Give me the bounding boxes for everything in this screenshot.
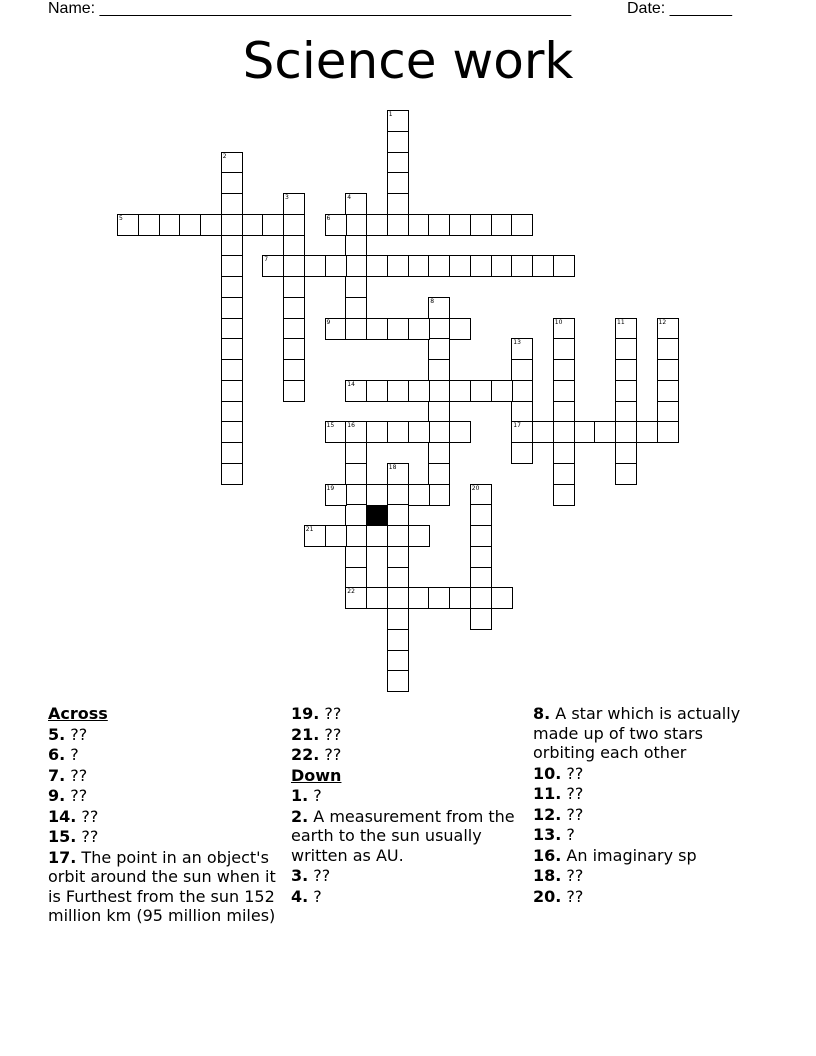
grid-cell[interactable] <box>387 525 409 547</box>
down-clue <box>533 805 768 825</box>
down-clue <box>533 887 768 907</box>
clue-text: ?? <box>561 784 584 803</box>
grid-cell[interactable] <box>428 442 450 464</box>
grid-cell[interactable] <box>117 214 139 236</box>
clues-column-2 <box>291 704 526 907</box>
clue-number: 5. <box>48 724 66 744</box>
cell-number: 8 <box>430 297 435 305</box>
grid-cell[interactable] <box>345 297 367 319</box>
grid-cell[interactable] <box>345 380 367 402</box>
cell-number: 22 <box>347 588 355 596</box>
grid-cell[interactable] <box>553 484 575 506</box>
cell-number: 19 <box>326 484 335 492</box>
grid-cell[interactable] <box>470 255 492 277</box>
clue-text: ?? <box>561 804 584 824</box>
cell-number: 21 <box>305 526 314 533</box>
grid-cell[interactable] <box>387 567 409 589</box>
clue-text: A star which is actually made up of two stars orbiting each other <box>533 704 741 762</box>
clue-text: An imaginary sp <box>561 845 697 865</box>
grid-cell[interactable] <box>283 255 305 277</box>
grid-cell[interactable] <box>511 421 533 443</box>
clue-number: 16. <box>533 845 562 865</box>
cell-number: 14 <box>347 380 355 388</box>
grid-cell[interactable] <box>636 421 658 443</box>
cell-number: 18 <box>388 463 397 471</box>
grid-cell[interactable] <box>449 255 471 277</box>
clue-text: The point in an object's orbit around the sun when it is Furthest from the sun 152 million km (95 million miles) <box>48 847 276 925</box>
grid-cell[interactable] <box>449 214 471 236</box>
across-clue <box>291 704 526 724</box>
cell-number: 7 <box>264 256 269 264</box>
grid-cell[interactable] <box>657 359 679 381</box>
grid-cell[interactable] <box>657 318 679 340</box>
grid-cell[interactable] <box>615 442 637 464</box>
grid-cell[interactable] <box>221 463 243 485</box>
grid-cell[interactable] <box>345 484 367 506</box>
cell-number: 11 <box>617 318 625 326</box>
down-heading: Down <box>291 765 342 785</box>
grid-cell[interactable] <box>387 650 409 672</box>
grid-cell[interactable] <box>345 504 367 526</box>
clue-text: ?? <box>65 765 88 785</box>
grid-cell[interactable] <box>470 525 492 547</box>
grid-cell[interactable] <box>387 131 409 153</box>
grid-cell[interactable] <box>408 484 430 506</box>
clue-number: 22. <box>291 745 320 764</box>
grid-cell[interactable] <box>221 380 243 402</box>
cell-number: 6 <box>326 214 331 222</box>
grid-cell[interactable] <box>511 338 533 360</box>
grid-cell[interactable] <box>387 546 409 568</box>
grid-cell[interactable] <box>615 463 637 485</box>
clue-number: 13. <box>533 825 562 844</box>
grid-cell[interactable] <box>387 421 409 443</box>
clue-text: ?? <box>76 827 99 846</box>
grid-cell[interactable] <box>283 193 305 215</box>
grid-cell[interactable] <box>221 276 243 298</box>
grid-cell[interactable] <box>470 380 492 402</box>
across-clue <box>291 745 526 765</box>
cell-number: 4 <box>347 194 352 201</box>
cell-number: 15 <box>326 422 335 430</box>
grid-cell[interactable] <box>345 421 367 443</box>
grid-cell[interactable] <box>262 255 284 277</box>
grid-cell[interactable] <box>553 401 575 423</box>
grid-cell[interactable] <box>387 380 409 402</box>
grid-cell[interactable] <box>470 504 492 526</box>
grid-cell[interactable] <box>325 421 347 443</box>
clue-text: ?? <box>308 866 331 885</box>
grid-cell[interactable] <box>615 318 637 340</box>
cell-number: 17 <box>513 422 521 430</box>
grid-cell[interactable] <box>345 442 367 464</box>
grid-cell[interactable] <box>428 318 450 340</box>
across-clue <box>48 848 283 926</box>
grid-cell[interactable] <box>428 380 450 402</box>
grid-cell[interactable] <box>553 359 575 381</box>
down-clue-list-cont <box>533 704 768 906</box>
grid-cell[interactable] <box>387 484 409 506</box>
grid-cell[interactable] <box>387 463 409 485</box>
grid-cell[interactable] <box>491 587 513 609</box>
grid-cell[interactable] <box>325 484 347 506</box>
across-clue-list-cont <box>291 704 526 765</box>
across-clue <box>48 725 283 745</box>
grid-cell[interactable] <box>615 359 637 381</box>
grid-cell[interactable] <box>449 318 471 340</box>
across-clue <box>48 786 283 806</box>
grid-cell[interactable] <box>159 214 181 236</box>
clue-number: 14. <box>48 806 77 826</box>
clue-number: 1. <box>291 786 309 805</box>
grid-cell[interactable] <box>283 297 305 319</box>
grid-cell[interactable] <box>532 421 554 443</box>
down-clue <box>291 786 526 806</box>
grid-cell[interactable] <box>387 318 409 340</box>
grid-cell[interactable] <box>553 463 575 485</box>
cell-number: 1 <box>388 111 393 118</box>
clue-number: 9. <box>48 786 66 805</box>
grid-cell[interactable] <box>408 255 430 277</box>
grid-cell[interactable] <box>221 421 243 443</box>
grid-cell[interactable] <box>553 338 575 360</box>
grid-cell[interactable] <box>511 401 533 423</box>
grid-cell[interactable] <box>387 670 409 692</box>
clue-number: 10. <box>533 763 562 783</box>
grid-cell[interactable] <box>345 546 367 568</box>
date-field-label: Date: _______ <box>627 0 732 17</box>
cell-number: 16 <box>347 422 355 430</box>
grid-cell[interactable] <box>511 442 533 464</box>
grid-cell[interactable] <box>408 318 430 340</box>
grid-cell[interactable] <box>428 484 450 506</box>
grid-cell[interactable] <box>304 525 326 547</box>
clue-text: ?? <box>561 886 584 906</box>
down-clue <box>533 825 768 845</box>
grid-cell[interactable] <box>366 525 388 547</box>
down-clue <box>533 846 768 866</box>
grid-cell[interactable] <box>345 255 367 277</box>
clue-text: ?? <box>65 724 88 744</box>
page-title: Science work <box>242 32 574 90</box>
grid-cell[interactable] <box>221 152 243 174</box>
grid-cell[interactable] <box>366 255 388 277</box>
grid-cell[interactable] <box>615 401 637 423</box>
across-clue <box>48 807 283 827</box>
clue-number: 6. <box>48 745 66 764</box>
grid-cell[interactable] <box>574 421 596 443</box>
down-clue <box>291 807 526 866</box>
grid-cell[interactable] <box>345 193 367 215</box>
across-clue <box>48 745 283 765</box>
cell-number: 9 <box>326 318 331 326</box>
grid-cell[interactable] <box>221 401 243 423</box>
grid-cell[interactable] <box>491 255 513 277</box>
grid-cell[interactable] <box>511 380 533 402</box>
grid-cell[interactable] <box>221 255 243 277</box>
grid-cell[interactable] <box>325 525 347 547</box>
grid-cell[interactable] <box>387 110 409 132</box>
across-clue <box>291 725 526 745</box>
grid-cell[interactable] <box>283 276 305 298</box>
grid-cell[interactable] <box>428 421 450 443</box>
down-clue <box>291 887 526 907</box>
down-clue <box>533 704 768 763</box>
grid-cell[interactable] <box>553 442 575 464</box>
grid-cell[interactable] <box>470 546 492 568</box>
grid-cell[interactable] <box>387 255 409 277</box>
clue-text: ?? <box>319 704 342 723</box>
clue-number: 19. <box>291 704 320 723</box>
grid-cell[interactable] <box>366 380 388 402</box>
clue-text: A measurement from the earth to the sun usually written as AU. <box>291 806 515 865</box>
grid-cell[interactable] <box>345 525 367 547</box>
down-clue <box>533 764 768 784</box>
cell-number: 2 <box>222 152 227 160</box>
grid-cell[interactable] <box>470 587 492 609</box>
grid-cell[interactable] <box>428 214 450 236</box>
grid-cell[interactable] <box>657 421 679 443</box>
clue-text: ?? <box>561 866 584 885</box>
grid-cell[interactable] <box>325 255 347 277</box>
grid-cell[interactable] <box>387 193 409 215</box>
grid-cell[interactable] <box>470 567 492 589</box>
grid-cell[interactable] <box>491 214 513 236</box>
grid-cell[interactable] <box>325 214 347 236</box>
grid-cell[interactable] <box>615 338 637 360</box>
clue-text: ? <box>308 786 322 805</box>
grid-cell[interactable] <box>345 214 367 236</box>
cell-number: 5 <box>119 214 123 222</box>
grid-cell[interactable] <box>221 318 243 340</box>
grid-cell[interactable] <box>428 463 450 485</box>
cell-number: 12 <box>658 318 667 326</box>
grid-cell[interactable] <box>511 214 533 236</box>
clue-number: 21. <box>291 724 320 744</box>
grid-cell[interactable] <box>387 587 409 609</box>
grid-cell[interactable] <box>366 214 388 236</box>
clue-number: 4. <box>291 886 309 906</box>
grid-cell[interactable] <box>283 359 305 381</box>
grid-cell[interactable] <box>449 587 471 609</box>
clue-text: ?? <box>561 763 584 783</box>
grid-cell[interactable] <box>470 484 492 506</box>
grid-cell[interactable] <box>221 338 243 360</box>
grid-cell[interactable] <box>345 235 367 257</box>
grid-cell[interactable] <box>428 587 450 609</box>
across-heading: Across <box>48 704 108 723</box>
grid-cell[interactable] <box>553 255 575 277</box>
grid-cell[interactable] <box>221 235 243 257</box>
name-field-label: Name: _____________________________________________________ <box>48 0 572 17</box>
clue-number: 2. <box>291 806 309 826</box>
grid-cell[interactable] <box>428 359 450 381</box>
grid-cell[interactable] <box>221 214 243 236</box>
grid-cell[interactable] <box>594 421 616 443</box>
grid-cell[interactable] <box>408 214 430 236</box>
clues-column-1 <box>48 704 283 927</box>
grid-cell[interactable] <box>345 567 367 589</box>
grid-cell[interactable] <box>615 421 637 443</box>
grid-cell[interactable] <box>283 214 305 236</box>
grid-cell[interactable] <box>657 338 679 360</box>
grid-cell[interactable] <box>221 359 243 381</box>
grid-cell[interactable] <box>221 297 243 319</box>
grid-cell[interactable] <box>387 214 409 236</box>
grid-cell[interactable] <box>179 214 201 236</box>
down-clue <box>533 866 768 886</box>
grid-cell[interactable] <box>657 401 679 423</box>
clues-column-3 <box>533 704 768 907</box>
grid-cell[interactable] <box>221 442 243 464</box>
down-clue <box>533 784 768 804</box>
grid-cell[interactable] <box>615 380 637 402</box>
down-clue <box>291 866 526 886</box>
grid-cell[interactable] <box>387 504 409 526</box>
cell-number: 3 <box>285 194 289 201</box>
grid-cell[interactable] <box>283 318 305 340</box>
grid-cell[interactable] <box>242 214 264 236</box>
down-clue-list <box>291 786 526 906</box>
grid-cell[interactable] <box>408 380 430 402</box>
clue-number: 20. <box>533 886 562 906</box>
grid-cell[interactable] <box>138 214 160 236</box>
clue-text: ? <box>561 825 575 844</box>
grid-cell[interactable] <box>449 421 471 443</box>
grid-cell[interactable] <box>553 318 575 340</box>
grid-cell[interactable] <box>283 338 305 360</box>
cell-number: 10 <box>554 318 563 326</box>
grid-cell[interactable] <box>408 525 430 547</box>
grid-cell[interactable] <box>325 318 347 340</box>
grid-cell[interactable] <box>283 380 305 402</box>
grid-cell[interactable] <box>283 235 305 257</box>
grid-cell[interactable] <box>366 318 388 340</box>
across-clue-list <box>48 725 283 926</box>
grid-cell[interactable] <box>511 359 533 381</box>
grid-cell[interactable] <box>221 193 243 215</box>
grid-cell[interactable] <box>449 380 471 402</box>
clue-number: 3. <box>291 866 309 885</box>
grid-cell[interactable] <box>408 587 430 609</box>
clue-text: ? <box>308 886 322 906</box>
grid-cell[interactable] <box>553 380 575 402</box>
cell-number: 13 <box>513 339 521 347</box>
across-clue <box>48 766 283 786</box>
clue-text: ?? <box>319 724 342 744</box>
grid-cell[interactable] <box>428 338 450 360</box>
grid-cell[interactable] <box>366 421 388 443</box>
grid-cell[interactable] <box>366 484 388 506</box>
clue-number: 18. <box>533 866 562 885</box>
clue-number: 8. <box>533 704 551 723</box>
grid-cell[interactable] <box>428 255 450 277</box>
clue-text: ?? <box>65 786 88 805</box>
clue-number: 11. <box>533 784 562 803</box>
grid-cell[interactable] <box>304 255 326 277</box>
grid-cell[interactable] <box>345 463 367 485</box>
blocked-cell <box>367 505 388 526</box>
grid-cell[interactable] <box>657 380 679 402</box>
clue-number: 17. <box>48 847 77 867</box>
grid-cell[interactable] <box>366 587 388 609</box>
grid-cell[interactable] <box>428 297 450 319</box>
grid-cell[interactable] <box>428 401 450 423</box>
grid-cell[interactable] <box>553 421 575 443</box>
clue-text: ? <box>65 745 79 764</box>
grid-cell[interactable] <box>511 255 533 277</box>
cell-number: 20 <box>471 484 480 492</box>
grid-cell[interactable] <box>387 608 409 630</box>
grid-cell[interactable] <box>408 421 430 443</box>
across-clue <box>48 827 283 847</box>
grid-cell[interactable] <box>491 380 513 402</box>
grid-cell[interactable] <box>221 172 243 194</box>
clue-text: ?? <box>319 745 342 764</box>
grid-cell[interactable] <box>387 629 409 651</box>
grid-cell[interactable] <box>532 255 554 277</box>
clue-number: 7. <box>48 765 66 785</box>
clue-number: 12. <box>533 804 562 824</box>
grid-cell[interactable] <box>345 276 367 298</box>
grid-cell[interactable] <box>387 172 409 194</box>
grid-cell[interactable] <box>345 587 367 609</box>
grid-cell[interactable] <box>470 608 492 630</box>
grid-cell[interactable] <box>262 214 284 236</box>
clue-number: 15. <box>48 827 77 846</box>
clue-text: ?? <box>76 806 99 826</box>
grid-cell[interactable] <box>387 152 409 174</box>
grid-cell[interactable] <box>200 214 222 236</box>
grid-cell[interactable] <box>345 318 367 340</box>
grid-cell[interactable] <box>470 214 492 236</box>
